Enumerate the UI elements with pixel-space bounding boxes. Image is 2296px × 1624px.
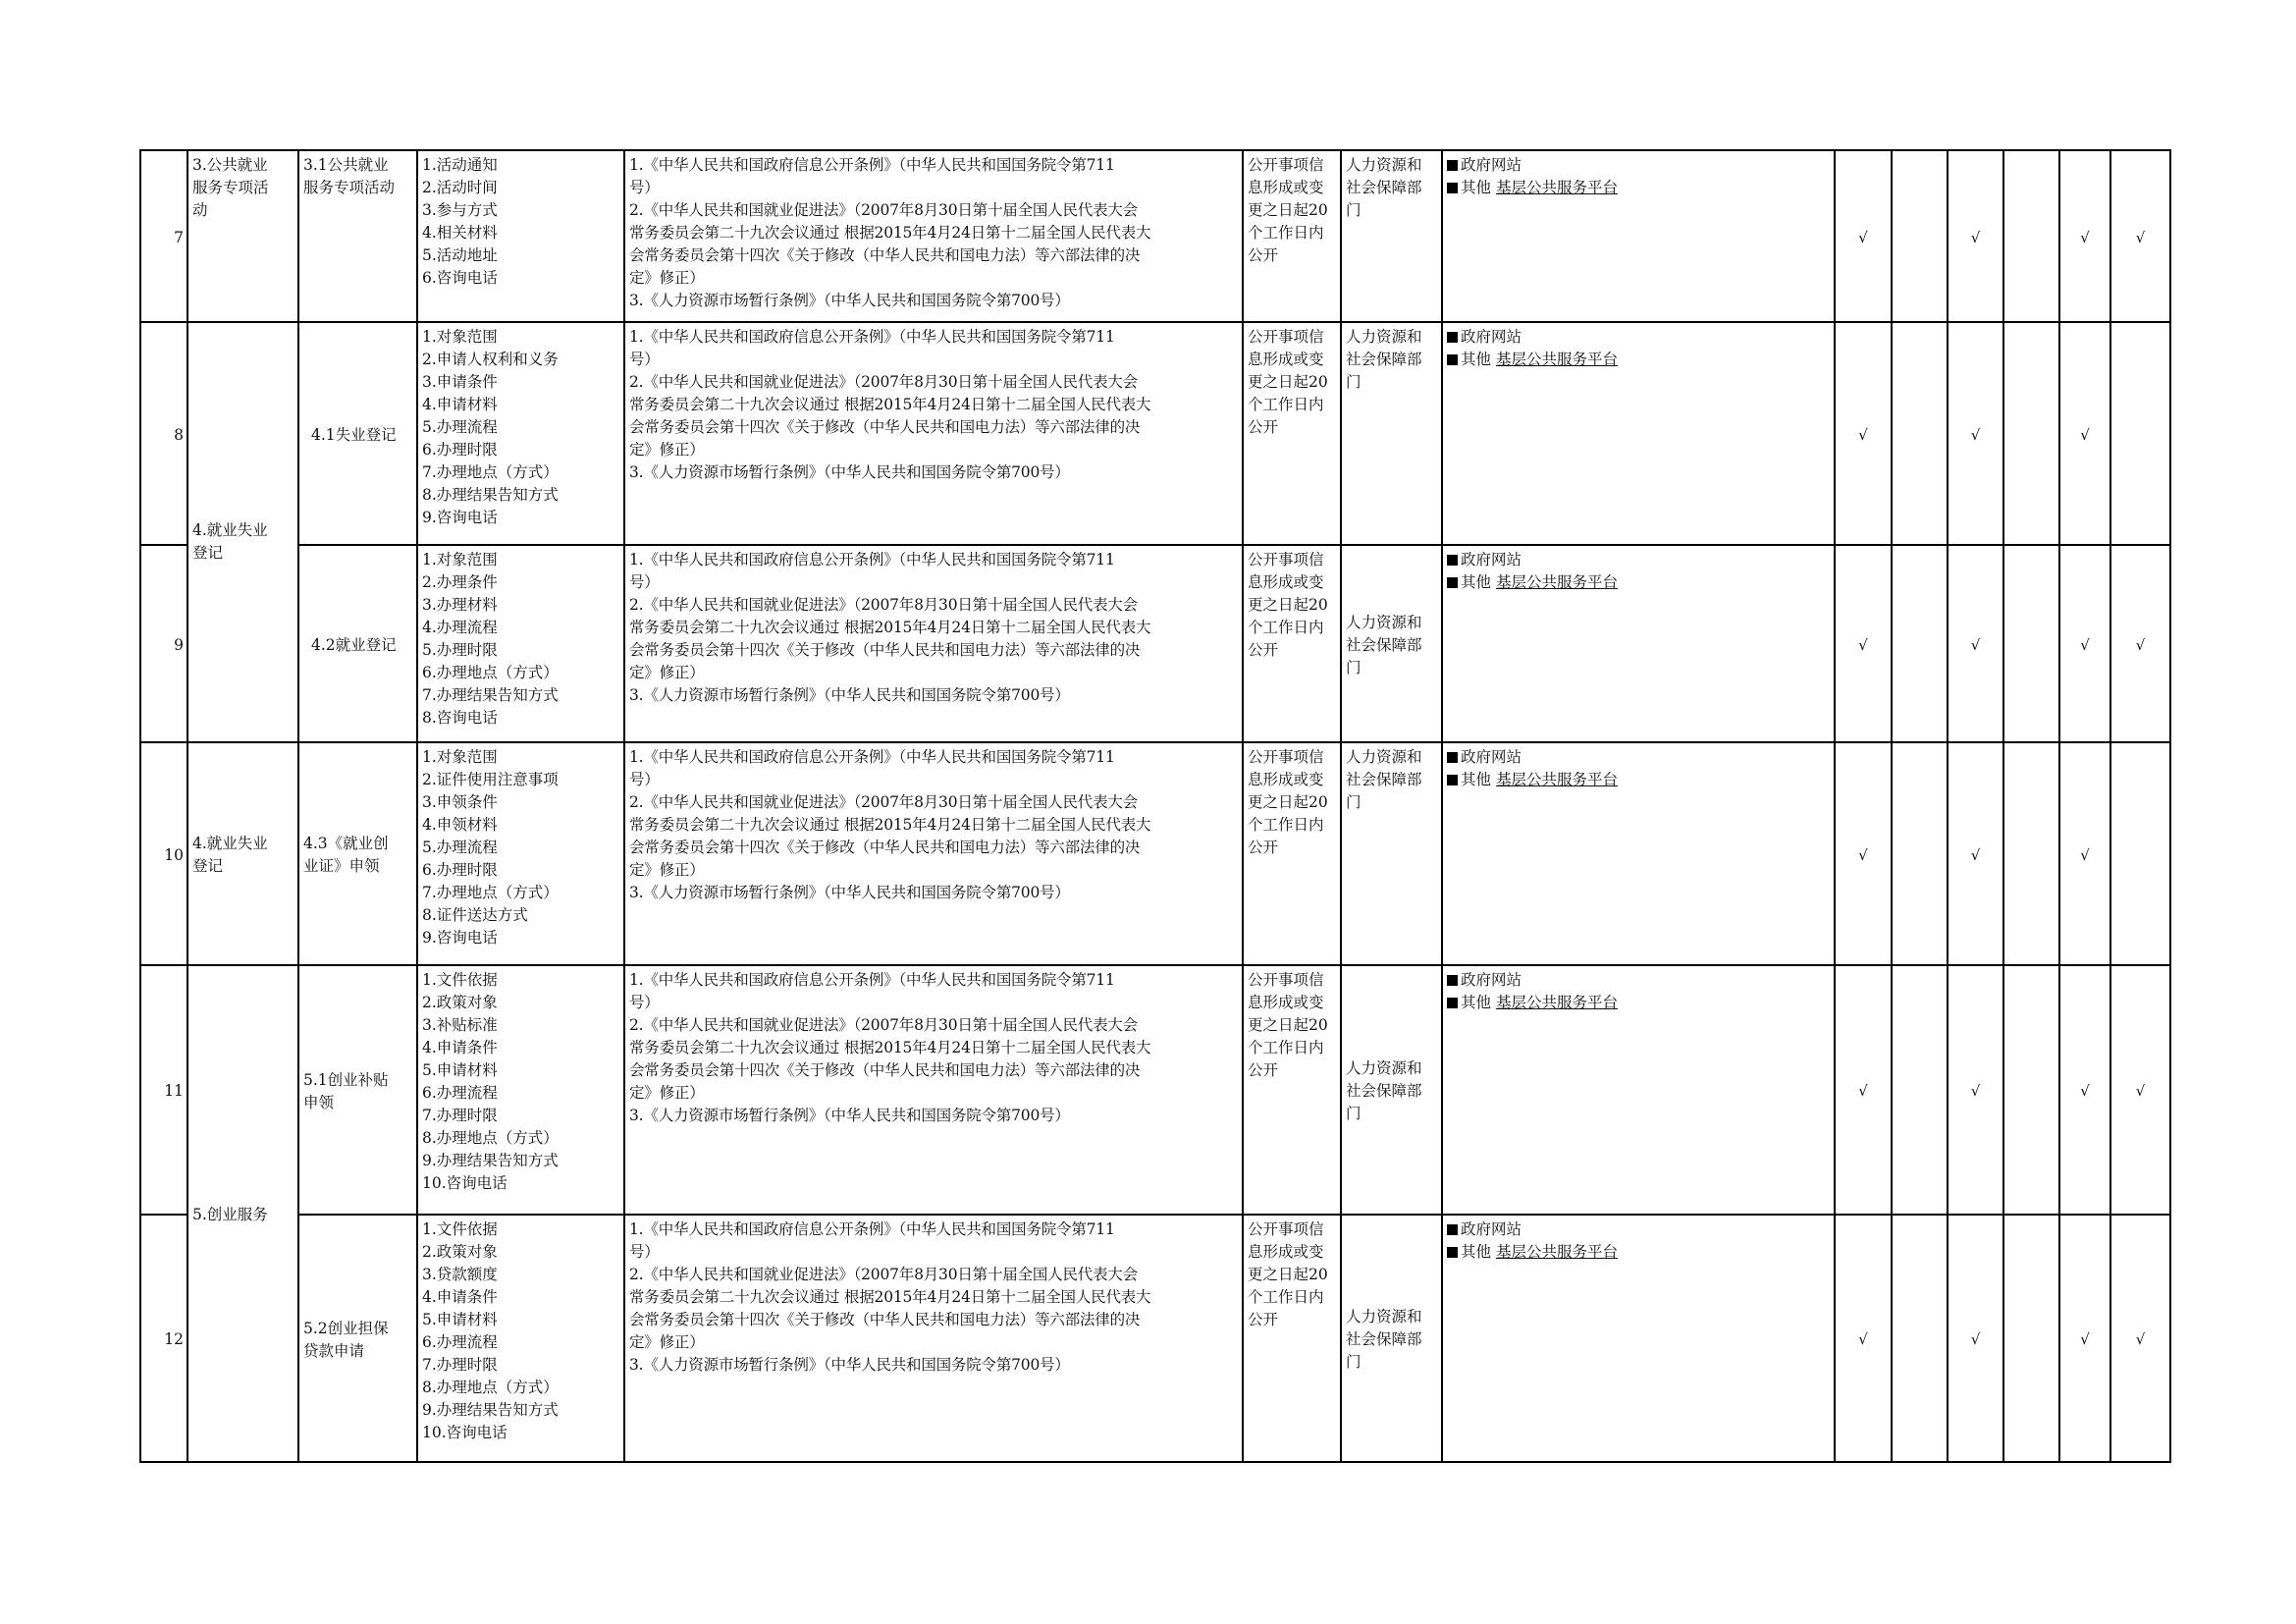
basis-line: 定》修正）: [629, 1333, 705, 1351]
basis-line: 号）: [629, 351, 660, 368]
content-line: 5.活动地址: [422, 246, 498, 264]
basis-line: 号）: [629, 994, 660, 1011]
time-limit-line: 公开事项信: [1248, 748, 1324, 766]
channel-label: 政府网站: [1461, 328, 1522, 346]
basis-line: 定》修正）: [629, 1084, 705, 1102]
basis-line: 会常务委员会第十四次《关于修改（中华人民共和国电力法）等六部法律的决: [629, 1061, 1141, 1079]
basis-line: 3.《人力资源市场暂行条例》（中华人民共和国国务院令第700号）: [629, 686, 1070, 704]
channel-cell: [1442, 545, 1835, 742]
content-line: 8.办理结果告知方式: [422, 486, 559, 504]
time-limit-line: 更之日起20: [1248, 373, 1328, 391]
content-line: 6.咨询电话: [422, 269, 498, 287]
time-limit-line: 公开事项信: [1248, 328, 1324, 346]
subject-line: 人力资源和: [1346, 613, 1422, 631]
check-cell: √: [1835, 545, 1892, 742]
basis-line: 3.《人力资源市场暂行条例》（中华人民共和国国务院令第700号）: [629, 292, 1070, 309]
content-line: 5.办理流程: [422, 839, 498, 856]
content-line: 7.办理时限: [422, 1356, 498, 1374]
subject-line: 社会保障部: [1346, 351, 1422, 368]
check-cell: [2110, 742, 2170, 965]
channel-platform-link[interactable]: 基层公共服务平台: [1495, 994, 1618, 1011]
time-limit-line: 公开事项信: [1248, 1220, 1324, 1238]
disclosure-table: [139, 149, 2171, 1463]
content-line: 6.办理流程: [422, 1084, 498, 1102]
channel-label: 其他: [1461, 179, 1492, 196]
content-cell: [417, 545, 624, 742]
channel-other: [1447, 571, 1830, 594]
item-line: 贷款申请: [303, 1341, 365, 1360]
table-row: [140, 150, 2170, 322]
category-cell: [187, 322, 298, 742]
time-limit-line: 更之日起20: [1248, 793, 1328, 811]
basis-line: 2.《中华人民共和国就业促进法》（2007年8月30日第十届全国人民代表大会: [629, 596, 1138, 614]
time-limit-line: 个工作日内: [1248, 224, 1324, 242]
item-cell: [298, 150, 417, 322]
content-line: 6.办理流程: [422, 1333, 498, 1351]
channel-label: 政府网站: [1461, 748, 1522, 766]
time-limit-line: 公开: [1248, 641, 1279, 659]
check-cell: [1892, 545, 1948, 742]
checked-box-icon: [1447, 183, 1458, 193]
channel-label: 政府网站: [1461, 156, 1522, 174]
basis-cell: [624, 322, 1243, 545]
table-row: [140, 545, 2170, 742]
content-line: 1.对象范围: [422, 328, 498, 346]
content-line: 4.办理流程: [422, 619, 498, 636]
check-cell: √: [1948, 1215, 2003, 1462]
channel-label: 其他: [1461, 994, 1492, 1011]
checked-box-icon: [1447, 354, 1458, 365]
table-row: [140, 965, 2170, 1215]
basis-line: 号）: [629, 179, 660, 196]
content-line: 9.办理结果告知方式: [422, 1401, 559, 1419]
channel-platform-link[interactable]: 基层公共服务平台: [1495, 573, 1618, 591]
basis-line: 2.《中华人民共和国就业促进法》（2007年8月30日第十届全国人民代表大会: [629, 793, 1138, 811]
content-line: 10.咨询电话: [422, 1424, 507, 1441]
channel-other: [1447, 349, 1830, 371]
content-line: 8.证件送达方式: [422, 906, 528, 924]
subject-line: 门: [1346, 1105, 1362, 1122]
basis-line: 号）: [629, 1243, 660, 1261]
content-line: 4.申领材料: [422, 816, 498, 834]
content-line: 7.办理结果告知方式: [422, 686, 559, 704]
content-line: 9.咨询电话: [422, 929, 498, 947]
channel-label: 其他: [1461, 351, 1492, 368]
channel-government-website: [1447, 326, 1830, 349]
subject-line: 社会保障部: [1346, 1082, 1422, 1100]
channel-cell: [1442, 322, 1835, 545]
channel-label: 其他: [1461, 573, 1492, 591]
time-limit-cell: [1243, 1215, 1341, 1462]
time-limit-line: 个工作日内: [1248, 1288, 1324, 1306]
content-line: 2.政策对象: [422, 1243, 498, 1261]
content-line: 2.证件使用注意事项: [422, 771, 559, 788]
content-line: 2.办理条件: [422, 573, 498, 591]
channel-label: 政府网站: [1461, 1220, 1522, 1238]
basis-line: 会常务委员会第十四次《关于修改（中华人民共和国电力法）等六部法律的决: [629, 641, 1141, 659]
subject-line: 人力资源和: [1346, 1308, 1422, 1326]
category-line: 服务专项活: [192, 179, 269, 196]
subject-line: 门: [1346, 793, 1362, 811]
check-cell: √: [1948, 965, 2003, 1215]
basis-line: 1.《中华人民共和国政府信息公开条例》（中华人民共和国国务院令第711: [629, 971, 1115, 989]
subject-cell: [1341, 322, 1442, 545]
checked-box-icon: [1447, 577, 1458, 588]
check-cell: √: [2059, 1215, 2110, 1462]
content-line: 1.对象范围: [422, 748, 498, 766]
check-cell: [2003, 545, 2059, 742]
content-line: 2.活动时间: [422, 179, 498, 196]
content-line: 5.办理流程: [422, 418, 498, 436]
basis-line: 3.《人力资源市场暂行条例》（中华人民共和国国务院令第700号）: [629, 463, 1070, 481]
check-cell: [1892, 742, 1948, 965]
subject-cell: [1341, 742, 1442, 965]
category-cell: [187, 965, 298, 1462]
basis-line: 常务委员会第二十九次会议通过 根据2015年4月24日第十二届全国人民代表大: [629, 396, 1151, 413]
content-line: 3.补贴标准: [422, 1016, 498, 1034]
basis-line: 3.《人力资源市场暂行条例》（中华人民共和国国务院令第700号）: [629, 884, 1070, 901]
content-line: 8.办理地点（方式）: [422, 1129, 559, 1147]
check-cell: √: [2110, 545, 2170, 742]
category-line: 4.就业失业: [192, 521, 268, 539]
content-line: 7.办理时限: [422, 1107, 498, 1124]
basis-line: 常务委员会第二十九次会议通过 根据2015年4月24日第十二届全国人民代表大: [629, 224, 1151, 242]
content-line: 4.申请材料: [422, 396, 498, 413]
category-line: 4.就业失业: [192, 835, 268, 852]
time-limit-line: 更之日起20: [1248, 201, 1328, 219]
basis-line: 2.《中华人民共和国就业促进法》（2007年8月30日第十届全国人民代表大会: [629, 1016, 1138, 1034]
subject-line: 社会保障部: [1346, 1330, 1422, 1348]
content-line: 1.文件依据: [422, 1220, 498, 1238]
basis-line: 2.《中华人民共和国就业促进法》（2007年8月30日第十届全国人民代表大会: [629, 1266, 1138, 1283]
check-cell: √: [2110, 150, 2170, 322]
basis-line: 号）: [629, 573, 660, 591]
row-number: 12: [140, 1215, 187, 1462]
channel-label: 政府网站: [1461, 971, 1522, 989]
time-limit-line: 个工作日内: [1248, 1039, 1324, 1056]
time-limit-line: 更之日起20: [1248, 1016, 1328, 1034]
content-line: 8.办理地点（方式）: [422, 1379, 559, 1396]
content-line: 3.贷款额度: [422, 1266, 498, 1283]
content-line: 4.申请条件: [422, 1039, 498, 1056]
basis-line: 定》修正）: [629, 861, 705, 879]
row-number: 8: [140, 322, 187, 545]
check-cell: √: [1948, 545, 2003, 742]
time-limit-cell: [1243, 545, 1341, 742]
check-cell: √: [1835, 322, 1892, 545]
check-cell: [1892, 322, 1948, 545]
time-limit-cell: [1243, 965, 1341, 1215]
time-limit-line: 公开: [1248, 839, 1279, 856]
time-limit-line: 公开事项信: [1248, 156, 1324, 174]
check-cell: [2110, 322, 2170, 545]
basis-line: 2.《中华人民共和国就业促进法》（2007年8月30日第十届全国人民代表大会: [629, 201, 1138, 219]
subject-line: 门: [1346, 658, 1362, 677]
content-line: 3.申领条件: [422, 793, 498, 811]
time-limit-line: 公开: [1248, 1061, 1279, 1079]
channel-platform-link[interactable]: 基层公共服务平台: [1495, 179, 1618, 196]
check-cell: [2003, 322, 2059, 545]
check-cell: √: [1835, 965, 1892, 1215]
item-line: 4.2就业登记: [311, 635, 397, 654]
item-cell: [298, 742, 417, 965]
time-limit-cell: [1243, 150, 1341, 322]
basis-line: 1.《中华人民共和国政府信息公开条例》（中华人民共和国国务院令第711: [629, 1220, 1115, 1238]
item-line: 4.3《就业创: [303, 835, 389, 852]
subject-line: 人力资源和: [1346, 1059, 1422, 1077]
basis-line: 3.《人力资源市场暂行条例》（中华人民共和国国务院令第700号）: [629, 1356, 1070, 1374]
check-cell: [2003, 742, 2059, 965]
channel-platform-link[interactable]: 基层公共服务平台: [1495, 1243, 1618, 1261]
check-cell: √: [2059, 150, 2110, 322]
time-limit-line: 息形成或变: [1248, 1243, 1324, 1261]
check-cell: [1892, 965, 1948, 1215]
basis-cell: [624, 965, 1243, 1215]
content-line: 3.参与方式: [422, 201, 498, 219]
basis-cell: [624, 150, 1243, 322]
time-limit-line: 息形成或变: [1248, 771, 1324, 788]
basis-line: 会常务委员会第十四次《关于修改（中华人民共和国电力法）等六部法律的决: [629, 418, 1141, 436]
check-cell: √: [1948, 322, 2003, 545]
content-line: 3.申请条件: [422, 373, 498, 391]
item-line: 5.2创业担保: [303, 1319, 389, 1337]
channel-other: [1447, 1241, 1830, 1264]
basis-line: 定》修正）: [629, 441, 705, 459]
channel-government-website: [1447, 746, 1830, 769]
category-cell: [187, 150, 298, 322]
content-line: 8.咨询电话: [422, 709, 498, 727]
channel-government-website: [1447, 154, 1830, 177]
subject-line: 社会保障部: [1346, 771, 1422, 788]
subject-cell: [1341, 150, 1442, 322]
content-line: 2.申请人权利和义务: [422, 351, 559, 368]
content-line: 10.咨询电话: [422, 1174, 507, 1192]
basis-line: 会常务委员会第十四次《关于修改（中华人民共和国电力法）等六部法律的决: [629, 839, 1141, 856]
content-cell: [417, 150, 624, 322]
content-line: 6.办理地点（方式）: [422, 664, 559, 681]
time-limit-line: 息形成或变: [1248, 351, 1324, 368]
content-line: 1.对象范围: [422, 551, 498, 568]
check-cell: [2003, 965, 2059, 1215]
content-cell: [417, 742, 624, 965]
row-number: 9: [140, 545, 187, 742]
channel-other: [1447, 992, 1830, 1014]
time-limit-cell: [1243, 322, 1341, 545]
time-limit-line: 公开事项信: [1248, 971, 1324, 989]
channel-label: 其他: [1461, 1243, 1492, 1261]
item-line: 服务专项活动: [303, 179, 396, 196]
category-line: 登记: [192, 857, 224, 875]
category-line: 3.公共就业: [192, 156, 268, 174]
category-line: 5.创业服务: [192, 1206, 268, 1223]
time-limit-line: 息形成或变: [1248, 573, 1324, 591]
channel-cell: [1442, 965, 1835, 1215]
checked-box-icon: [1447, 998, 1458, 1008]
time-limit-cell: [1243, 742, 1341, 965]
basis-line: 1.《中华人民共和国政府信息公开条例》（中华人民共和国国务院令第711: [629, 551, 1115, 568]
content-line: 2.政策对象: [422, 994, 498, 1011]
checked-box-icon: [1447, 1224, 1458, 1235]
basis-line: 定》修正）: [629, 269, 705, 287]
check-cell: √: [2059, 965, 2110, 1215]
channel-other: [1447, 769, 1830, 791]
item-cell: [298, 965, 417, 1215]
channel-platform-link[interactable]: 基层公共服务平台: [1495, 351, 1618, 368]
basis-line: 常务委员会第二十九次会议通过 根据2015年4月24日第十二届全国人民代表大: [629, 619, 1151, 636]
content-line: 3.办理材料: [422, 596, 498, 614]
channel-government-website: [1447, 549, 1830, 571]
time-limit-line: 公开: [1248, 246, 1279, 264]
basis-line: 1.《中华人民共和国政府信息公开条例》（中华人民共和国国务院令第711: [629, 156, 1115, 174]
check-cell: √: [1948, 150, 2003, 322]
content-line: 1.活动通知: [422, 156, 498, 174]
content-line: 5.办理时限: [422, 641, 498, 659]
check-cell: [1892, 150, 1948, 322]
row-number: 7: [140, 150, 187, 322]
checked-box-icon: [1447, 160, 1458, 171]
checked-box-icon: [1447, 1247, 1458, 1258]
basis-line: 号）: [629, 771, 660, 788]
subject-line: 人力资源和: [1346, 156, 1422, 174]
checked-box-icon: [1447, 775, 1458, 785]
basis-line: 3.《人力资源市场暂行条例》（中华人民共和国国务院令第700号）: [629, 1107, 1070, 1124]
checked-box-icon: [1447, 752, 1458, 763]
check-cell: √: [2059, 545, 2110, 742]
time-limit-line: 公开事项信: [1248, 551, 1324, 568]
basis-line: 会常务委员会第十四次《关于修改（中华人民共和国电力法）等六部法律的决: [629, 1311, 1141, 1328]
check-cell: √: [1948, 742, 2003, 965]
item-line: 3.1公共就业: [303, 156, 389, 174]
basis-line: 常务委员会第二十九次会议通过 根据2015年4月24日第十二届全国人民代表大: [629, 1288, 1151, 1306]
subject-cell: [1341, 1215, 1442, 1462]
channel-cell: [1442, 150, 1835, 322]
time-limit-line: 息形成或变: [1248, 994, 1324, 1011]
check-cell: √: [2110, 965, 2170, 1215]
checked-box-icon: [1447, 332, 1458, 343]
content-line: 6.办理时限: [422, 861, 498, 879]
basis-cell: [624, 545, 1243, 742]
item-cell: [298, 545, 417, 742]
subject-line: 社会保障部: [1346, 179, 1422, 196]
check-cell: √: [1835, 742, 1892, 965]
time-limit-line: 更之日起20: [1248, 596, 1328, 614]
content-line: 5.申请材料: [422, 1311, 498, 1328]
checked-box-icon: [1447, 975, 1458, 986]
channel-cell: [1442, 1215, 1835, 1462]
content-cell: [417, 322, 624, 545]
item-line: 申领: [303, 1093, 335, 1111]
table-row: [140, 742, 2170, 965]
time-limit-line: 息形成或变: [1248, 179, 1324, 196]
check-cell: [2003, 1215, 2059, 1462]
subject-line: 门: [1346, 1353, 1362, 1371]
table-row: [140, 322, 2170, 545]
basis-line: 2.《中华人民共和国就业促进法》（2007年8月30日第十届全国人民代表大会: [629, 373, 1138, 391]
checked-box-icon: [1447, 555, 1458, 566]
subject-cell: [1341, 545, 1442, 742]
content-cell: [417, 965, 624, 1215]
item-cell: [298, 322, 417, 545]
channel-platform-link[interactable]: 基层公共服务平台: [1495, 771, 1618, 788]
channel-label: 其他: [1461, 771, 1492, 788]
time-limit-line: 更之日起20: [1248, 1266, 1328, 1283]
item-line: 4.1失业登记: [311, 425, 397, 444]
category-cell: [187, 742, 298, 965]
content-line: 7.办理地点（方式）: [422, 884, 559, 901]
basis-line: 会常务委员会第十四次《关于修改（中华人民共和国电力法）等六部法律的决: [629, 246, 1141, 264]
row-number: 11: [140, 965, 187, 1215]
subject-line: 社会保障部: [1346, 635, 1422, 654]
time-limit-line: 个工作日内: [1248, 619, 1324, 636]
category-line: 登记: [192, 544, 224, 562]
check-cell: √: [2110, 1215, 2170, 1462]
subject-line: 门: [1346, 201, 1362, 219]
time-limit-line: 个工作日内: [1248, 816, 1324, 834]
item-cell: [298, 1215, 417, 1462]
basis-cell: [624, 742, 1243, 965]
channel-label: 政府网站: [1461, 551, 1522, 568]
check-cell: [2003, 150, 2059, 322]
time-limit-line: 个工作日内: [1248, 396, 1324, 413]
content-line: 6.办理时限: [422, 441, 498, 459]
channel-government-website: [1447, 969, 1830, 992]
check-cell: [1892, 1215, 1948, 1462]
subject-cell: [1341, 965, 1442, 1215]
content-line: 7.办理地点（方式）: [422, 463, 559, 481]
content-cell: [417, 1215, 624, 1462]
channel-government-website: [1447, 1218, 1830, 1241]
table-row: [140, 1215, 2170, 1462]
check-cell: √: [2059, 742, 2110, 965]
content-line: 9.咨询电话: [422, 509, 498, 526]
category-line: 动: [192, 201, 208, 219]
time-limit-line: 公开: [1248, 1311, 1279, 1328]
time-limit-line: 公开: [1248, 418, 1279, 436]
content-line: 5.申请材料: [422, 1061, 498, 1079]
check-cell: √: [2059, 322, 2110, 545]
row-number: 10: [140, 742, 187, 965]
content-line: 4.申请条件: [422, 1288, 498, 1306]
content-line: 1.文件依据: [422, 971, 498, 989]
basis-line: 常务委员会第二十九次会议通过 根据2015年4月24日第十二届全国人民代表大: [629, 1039, 1151, 1056]
check-cell: √: [1835, 150, 1892, 322]
subject-line: 人力资源和: [1346, 748, 1422, 766]
subject-line: 人力资源和: [1346, 328, 1422, 346]
subject-line: 门: [1346, 373, 1362, 391]
basis-cell: [624, 1215, 1243, 1462]
channel-other: [1447, 177, 1830, 199]
basis-line: 常务委员会第二十九次会议通过 根据2015年4月24日第十二届全国人民代表大: [629, 816, 1151, 834]
content-line: 4.相关材料: [422, 224, 498, 242]
basis-line: 1.《中华人民共和国政府信息公开条例》（中华人民共和国国务院令第711: [629, 328, 1115, 346]
item-line: 5.1创业补贴: [303, 1070, 389, 1089]
content-line: 9.办理结果告知方式: [422, 1152, 559, 1169]
basis-line: 定》修正）: [629, 664, 705, 681]
channel-cell: [1442, 742, 1835, 965]
item-line: 业证》申领: [303, 857, 380, 875]
check-cell: √: [1835, 1215, 1892, 1462]
basis-line: 1.《中华人民共和国政府信息公开条例》（中华人民共和国国务院令第711: [629, 748, 1115, 766]
